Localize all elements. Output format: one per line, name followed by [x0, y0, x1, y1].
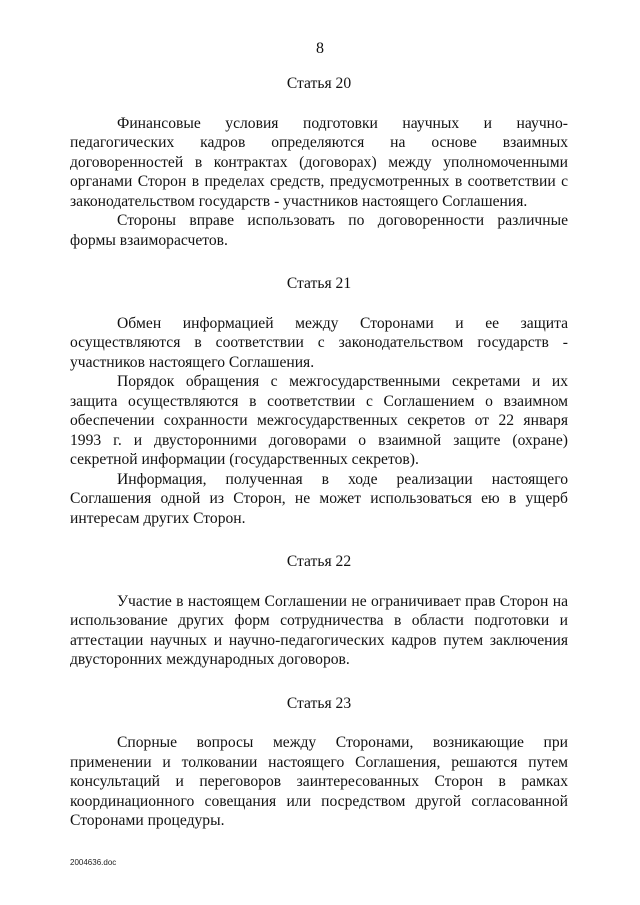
article-heading: Статья 22	[286, 553, 352, 570]
document-body	[70, 74, 568, 831]
paragraph: Финансовые условия подготовки научных и научно-педагогических кадров определяются на основе взаимных договоренностей в контрактах (договорах) между уполномоченными органами Сторон в пределах средств, предусмотренных в соответствии с законодательством государств - участников настоящего Соглашения.	[70, 114, 568, 210]
paragraph: Участие в настоящем Соглашении не ограничивает прав Сторон на использование других форм сотрудничества в области подготовки и аттестации научных и научно-педагогических кадров путем заключения двусторонних международных договоров.	[70, 592, 568, 668]
paragraph: Информация, полученная в ходе реализации настоящего Соглашения одной из Сторон, не может использоваться ею в ущерб интересам других Сторон.	[70, 470, 568, 527]
paragraph: Спорные вопросы между Сторонами, возникающие при применении и толковании настоящего Соглашения, решаются путем консультаций и переговоров заинтересованных Сторон в рамках координационного совещания или посредством другой согласованной Сторонами процедуры.	[70, 734, 568, 829]
file-name-footer: 2004636.doc	[70, 858, 117, 867]
article-21	[70, 274, 568, 528]
page-number: 8	[316, 40, 324, 57]
article-heading: Статья 21	[286, 275, 352, 292]
article-heading: Статья 20	[286, 75, 352, 92]
paragraph: Обмен информацией между Сторонами и ее защита осуществляются в соответствии с законодательством государств - участников настоящего Соглашения.	[70, 314, 568, 371]
paragraph: Стороны вправе использовать по договоренности различные формы взаиморасчетов.	[70, 212, 568, 249]
article-22	[70, 552, 568, 670]
article-20	[70, 74, 568, 250]
article-23	[70, 694, 568, 831]
paragraph: Порядок обращения с межгосударственными секретами и их защита осуществляются в соответствии с Соглашением о взаимном обеспечении сохранности межгосударственных секретов от 22 января 1993 г. и двусторонними договорами о взаимной защите (охране) секретной информации (государственных секретов).	[70, 373, 568, 468]
article-heading: Статья 23	[286, 694, 352, 712]
